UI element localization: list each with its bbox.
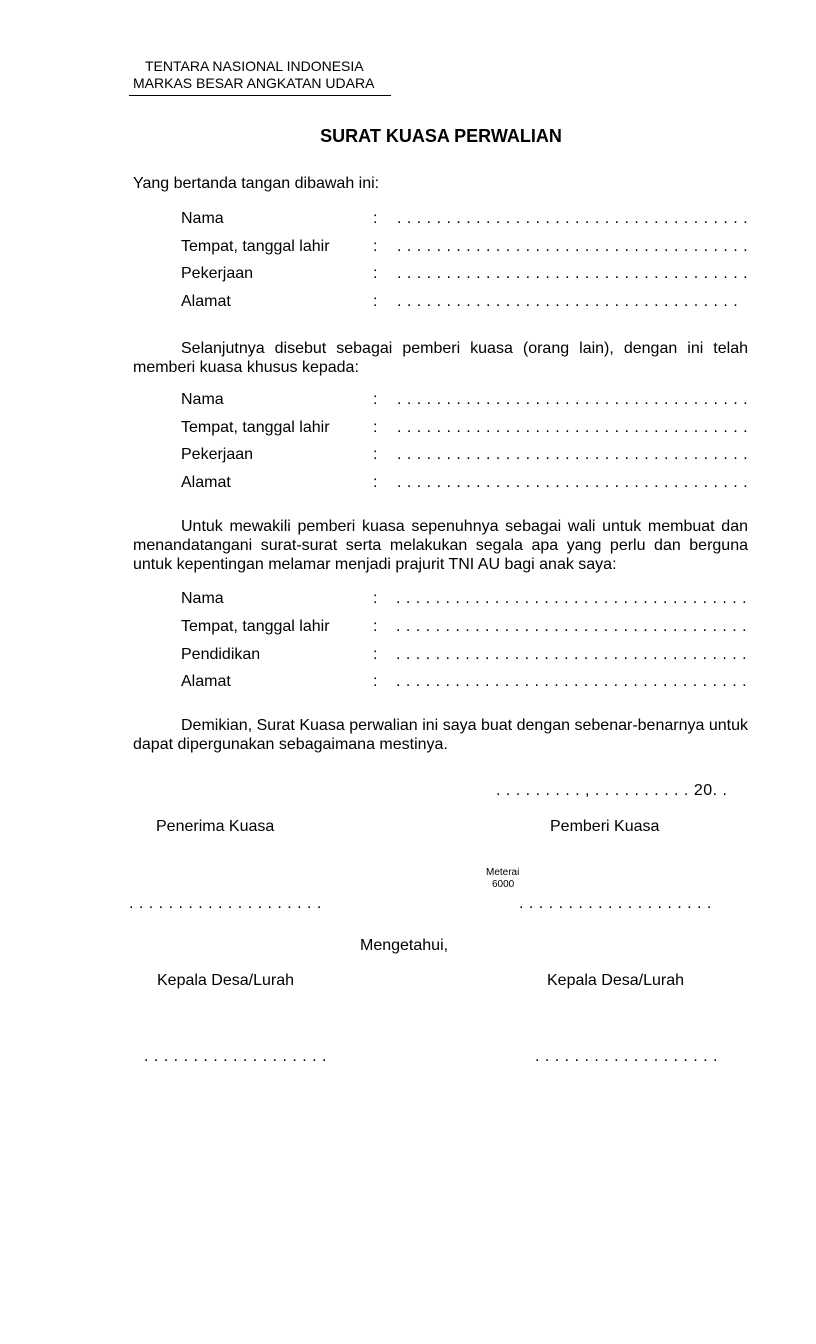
- village-head-left-label: Kepala Desa/Lurah: [157, 972, 294, 989]
- field-blank[interactable]: . . . . . . . . . . . . . . . . . . . . . . . . . . . . . . . . . . . .: [396, 590, 748, 607]
- stamp-label: Meterai: [486, 867, 520, 878]
- field-blank[interactable]: . . . . . . . . . . . . . . . . . . . . . . . . . . . . . . . . . . . .: [397, 210, 749, 227]
- field-blank[interactable]: . . . . . . . . . . . . . . . . . . . . . . . . . . . . . . . . . . . .: [396, 618, 748, 635]
- field-colon: :: [373, 238, 378, 255]
- field-label: Tempat, tanggal lahir: [181, 419, 330, 436]
- field-label: Nama: [181, 391, 224, 408]
- field-colon: :: [373, 618, 378, 635]
- field-blank[interactable]: . . . . . . . . . . . . . . . . . . . . . . . . . . . . . . . . . . . .: [397, 238, 749, 255]
- field-colon: :: [373, 210, 378, 227]
- field-label: Pendidikan: [181, 646, 261, 663]
- paragraph-closing: Demikian, Surat Kuasa perwalian ini saya buat dengan sebenar-benarnya untuk dapat dipergunakan sebagaimana mestinya.: [133, 717, 748, 753]
- document-title: SURAT KUASA PERWALIAN: [320, 126, 562, 146]
- header-line-1: TENTARA NASIONAL INDONESIA: [145, 58, 364, 74]
- field-blank[interactable]: . . . . . . . . . . . . . . . . . . . . . . . . . . . . . . . . . . . .: [396, 646, 748, 663]
- header-underline: [129, 95, 391, 96]
- field-blank[interactable]: . . . . . . . . . . . . . . . . . . . . . . . . . . . . . . . . . . . .: [397, 446, 749, 463]
- grantor-signature-blank[interactable]: . . . . . . . . . . . . . . . . . . . .: [519, 895, 712, 912]
- field-label: Nama: [181, 210, 224, 227]
- date-place-blank[interactable]: . . . . . . . . . , . . . . . . . . . . 20. .: [496, 782, 728, 799]
- field-blank[interactable]: . . . . . . . . . . . . . . . . . . . . . . . . . . . . . . . . . . . .: [397, 265, 749, 282]
- field-colon: :: [373, 474, 378, 491]
- field-label: Alamat: [181, 673, 231, 690]
- village-head-right-label: Kepala Desa/Lurah: [547, 972, 684, 989]
- stamp-value: 6000: [492, 879, 515, 890]
- field-label: Tempat, tanggal lahir: [181, 238, 330, 255]
- field-colon: :: [373, 590, 378, 607]
- field-blank[interactable]: . . . . . . . . . . . . . . . . . . . . . . . . . . . . . . . . . . .: [397, 293, 739, 310]
- field-colon: :: [373, 446, 378, 463]
- field-colon: :: [373, 646, 378, 663]
- grantor-label: Pemberi Kuasa: [550, 818, 660, 835]
- recipient-signature-blank[interactable]: . . . . . . . . . . . . . . . . . . . .: [129, 895, 322, 912]
- paragraph-purpose: Untuk mewakili pemberi kuasa sepenuhnya sebagai wali untuk membuat dan menandatangani surat-surat serta melakukan segala apa yang perlu dan berguna untuk kepentingan melamar menjadi prajurit TNI AU bagi anak saya:: [133, 518, 748, 573]
- field-colon: :: [373, 673, 378, 690]
- field-label: Nama: [181, 590, 224, 607]
- recipient-label: Penerima Kuasa: [156, 818, 275, 835]
- field-blank[interactable]: . . . . . . . . . . . . . . . . . . . . . . . . . . . . . . . . . . . .: [397, 474, 749, 491]
- field-label: Alamat: [181, 474, 231, 491]
- header-line-2: MARKAS BESAR ANGKATAN UDARA: [133, 75, 375, 91]
- village-head-left-signature-blank[interactable]: . . . . . . . . . . . . . . . . . . .: [144, 1048, 327, 1065]
- field-colon: :: [373, 265, 378, 282]
- field-blank[interactable]: . . . . . . . . . . . . . . . . . . . . . . . . . . . . . . . . . . . .: [397, 391, 749, 408]
- field-blank[interactable]: . . . . . . . . . . . . . . . . . . . . . . . . . . . . . . . . . . . .: [397, 419, 749, 436]
- field-colon: :: [373, 391, 378, 408]
- field-label: Pekerjaan: [181, 446, 254, 463]
- field-label: Tempat, tanggal lahir: [181, 618, 330, 635]
- field-blank[interactable]: . . . . . . . . . . . . . . . . . . . . . . . . . . . . . . . . . . . .: [396, 673, 748, 690]
- field-colon: :: [373, 419, 378, 436]
- field-colon: :: [373, 293, 378, 310]
- village-head-right-signature-blank[interactable]: . . . . . . . . . . . . . . . . . . .: [535, 1048, 718, 1065]
- intro-text: Yang bertanda tangan dibawah ini:: [133, 175, 380, 192]
- field-label: Alamat: [181, 293, 231, 310]
- field-label: Pekerjaan: [181, 265, 254, 282]
- paragraph-grant: Selanjutnya disebut sebagai pemberi kuasa (orang lain), dengan ini telah memberi kuasa khusus kepada:: [133, 340, 748, 376]
- acknowledged-label: Mengetahui,: [360, 937, 449, 954]
